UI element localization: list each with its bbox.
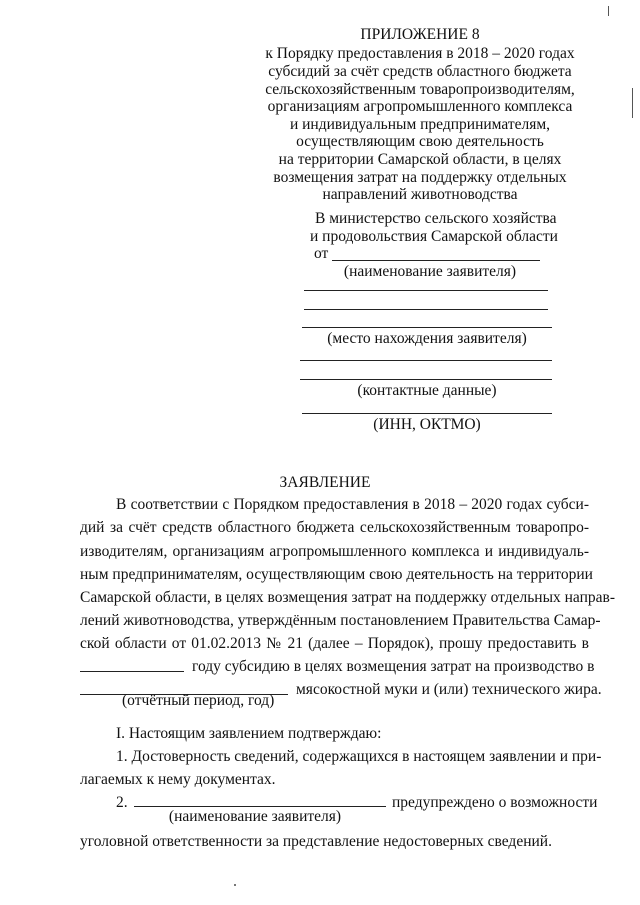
from-label: от [314, 245, 329, 262]
reporting-year-field [80, 671, 184, 672]
statement-body-line: ской области от 01.02.2013 № 21 (далее – Порядок), прошу предоставить в [80, 635, 589, 652]
applicant-name-field-line-2 [304, 290, 548, 291]
appendix-line: и индивидуальным предпринимателям, [289, 116, 551, 133]
applicant-name-caption: (наименование заявителя) [343, 263, 517, 280]
appendix-title: ПРИЛОЖЕНИЕ 8 [360, 26, 480, 43]
contact-caption: (контактные данные) [357, 382, 497, 399]
appendix-line: субсидий за счёт средств областного бюджета [268, 63, 572, 80]
scan-dot [234, 884, 236, 886]
addressee-line-2: и продовольствия Самарской области [310, 228, 558, 245]
inn-caption: (ИНН, ОКТМО) [373, 416, 481, 433]
statement-title: ЗАЯВЛЕНИЕ [279, 474, 371, 491]
location-field-line-2 [302, 327, 552, 328]
statement-body-line: ным предпринимателям, осуществляющим свою деятельность на территории [80, 566, 593, 583]
item-2-number: 2. [116, 794, 128, 811]
statement-body-line: изводителям, организациям агропромышленного комплекса и индивидуаль- [80, 543, 589, 560]
product-line-text: мясокостной муки и (или) технического жира. [296, 681, 602, 698]
scan-edge-mark-top [608, 6, 609, 16]
item-2-applicant-field [134, 806, 386, 807]
location-caption: (место нахождения заявителя) [327, 330, 527, 347]
period-caption: (отчётный период, год) [122, 692, 275, 709]
addressee-line-1: В министерство сельского хозяйства [315, 210, 557, 227]
contact-field-line-2 [300, 379, 552, 380]
location-field-line-1 [304, 309, 548, 310]
item-1-line-1: 1. Достоверность сведений, содержащихся в настоящем заявлении и при- [116, 748, 602, 765]
appendix-line: на территории Самарской области, в целях [278, 151, 562, 168]
contact-field-line-1 [300, 360, 552, 361]
appendix-line: осуществляющим свою деятельность [296, 133, 544, 150]
statement-body-line: дий за счёт средств областного бюджета сельскохозяйственным товаропро- [80, 519, 589, 536]
statement-body-line: Самарской области, в целях возмещения затрат на поддержку отдельных направ- [80, 589, 616, 606]
inn-field [302, 413, 552, 414]
statement-body-line: лений животноводства, утверждённым постановлением Правительства Самар- [80, 612, 601, 629]
item-2-continuation: уголовной ответственности за представление недостоверных сведений. [80, 833, 552, 850]
appendix-line: организациям агропромышленного комплекса [267, 98, 573, 115]
item-2-caption: (наименование заявителя) [168, 808, 342, 825]
applicant-name-field [332, 260, 540, 261]
appendix-line: к Порядку предоставления в 2018 – 2020 годах [265, 45, 575, 62]
scan-edge-mark-right [632, 88, 633, 118]
section-1-title: I. Настоящим заявлением подтверждаю: [116, 725, 382, 742]
item-1-line-2: лагаемых к нему документах. [80, 771, 276, 788]
appendix-line: направлений животноводства [322, 186, 518, 203]
appendix-line: возмещения затрат на поддержку отдельных [273, 169, 567, 186]
item-2-text: предупреждено о возможности [392, 794, 598, 811]
appendix-line: сельскохозяйственным товаропроизводителям, [265, 81, 575, 98]
year-line-text: году субсидию в целях возмещения затрат на производство в [192, 658, 595, 675]
statement-body-line: В соответствии с Порядком предоставления в 2018 – 2020 годах субси- [116, 496, 589, 513]
